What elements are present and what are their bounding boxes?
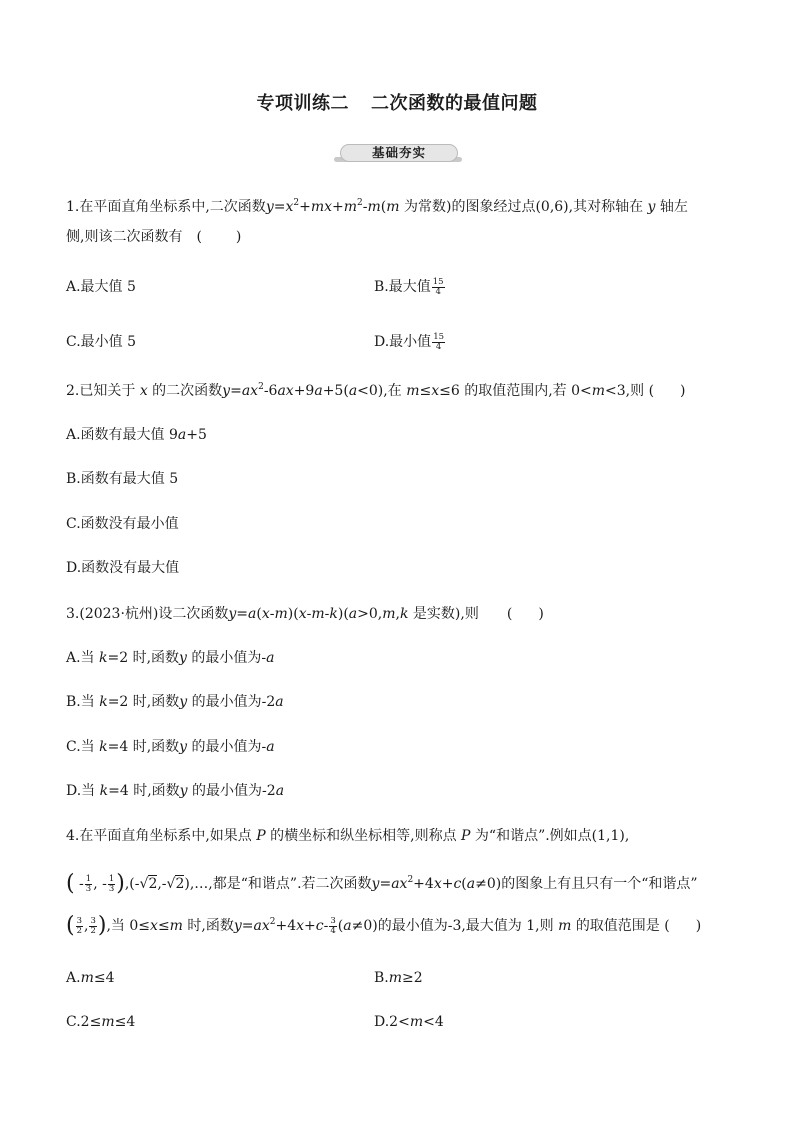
q3-option-a: A.当 k=2 时,函数y 的最小值为-a (66, 650, 275, 666)
q3-option-d: D.当 k=4 时,函数y 的最小值为-2a (66, 783, 285, 799)
page-title (0, 89, 794, 115)
q1-option-b: B.最大值 $\frac{15}{4}$ (374, 276, 444, 297)
q1-option-b-fraction: $\frac{15}{4}$ (432, 276, 444, 297)
q2-option-c: C.函数没有最小值 (66, 516, 179, 532)
q1-stem-line-1: 1.在平面直角坐标系中,二次函数$y=x^2+mx+m^2-m(m$ 为常数)的图象经过点(0,6),其对称轴在 y 轴左 (66, 198, 688, 215)
q2-option-a: A.函数有最大值 9a+5 (66, 427, 207, 443)
q4-option-b: B.m≥2 (374, 970, 423, 986)
q1-text-d: 侧,则该二次函数有 (66, 229, 183, 245)
title-part-1: 专项训练二 (256, 93, 349, 114)
q4-stem-line-2: ( - $\frac{1}{3}$ , - $\frac{1}{3}$ ),(-√2,-√2),…,都是“和谐点”.若二次函数$y=ax^2+4x+c(a\ne 0)$的图象上有且只有一个“和谐点” (66, 871, 698, 896)
q3-option-c: C.当 k=4 时,函数y 的最小值为-a (66, 739, 275, 755)
q3-option-b: B.当 k=2 时,函数y 的最小值为-2a (66, 694, 284, 710)
q4-option-d: D.2<m<4 (374, 1014, 444, 1030)
q1-option-a: A.最大值 5 (66, 279, 136, 295)
q3-stem: 3.(2023·杭州)设二次函数y=a(x-m)(x-m-k)(a>0,m,k 是实数),则 ( ) (66, 606, 544, 622)
section-badge (334, 144, 462, 164)
q4-option-a: A.m≤4 (66, 970, 115, 986)
q1-text-c: 轴左 (659, 199, 688, 215)
q2-option-b: B.函数有最大值 5 (66, 471, 179, 487)
q1-option-c: C.最小值 5 (66, 334, 137, 350)
q2-stem: 2.已知关于 x 的二次函数$y=ax^2-6ax+9a+5(a<0)$,在 m≤x≤6 的取值范围内,若 0<m<3,则 ( ) (66, 382, 686, 399)
q1-text-b: 的图象经过点(0,6),其对称轴在 (451, 199, 644, 215)
section-badge-label: 基础夯实 (340, 144, 458, 162)
title-part-2: 二次函数的最值问题 (371, 93, 538, 114)
q2-option-d: D.函数没有最大值 (66, 560, 180, 576)
q4-stem-line-3: ( $\frac{3}{2}$ , $\frac{3}{2}$ ),当 0≤x≤m 时,函数$y=ax^2+4x+c-$ $\frac{3}{4}$ (a≠0)的最小值为-3,最大值为 1,则 m 的取值范围是 ( ) (66, 913, 702, 938)
q1-stem-line-2: 侧,则该二次函数有 ( ) (66, 229, 242, 245)
q4-option-c: C.2≤m≤4 (66, 1014, 136, 1030)
q1-option-d-fraction: $\frac{15}{4}$ (433, 331, 445, 352)
q4-stem-line-1: 4.在平面直角坐标系中,如果点 P 的横坐标和纵坐标相等,则称点 P 为“和谐点”.例如点(1,1), (66, 828, 630, 844)
q1-text-a: 1.在平面直角坐标系中,二次函数 (66, 199, 266, 215)
q1-option-d: D.最小值 $\frac{15}{4}$ (374, 331, 445, 352)
